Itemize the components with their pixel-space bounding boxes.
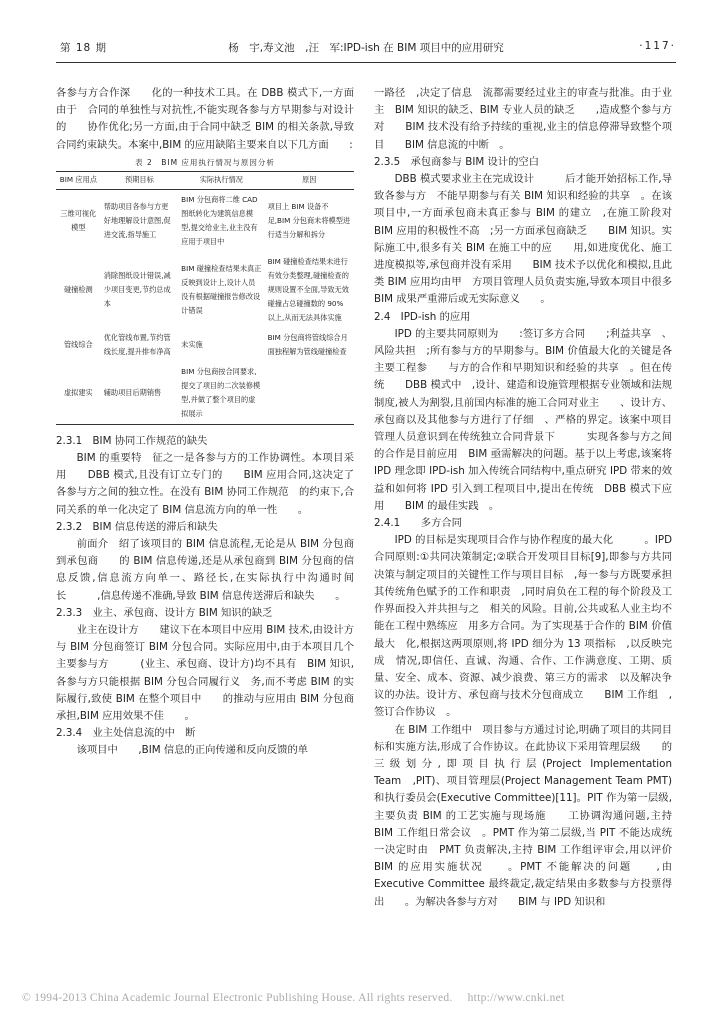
table-cell: 三维可视化模型 (60, 208, 97, 232)
table-row (56, 328, 354, 362)
section-heading: 2.3.3 业主、承包商、设计方 BIM 知识的缺乏 (56, 606, 273, 619)
table-row (56, 362, 354, 425)
left-column (56, 85, 365, 760)
header-rule (56, 62, 676, 63)
body-paragraph: 前面介 绍了该项目的 BIM 信息流程,无论是从 BIM 分包商到承包商 的 BIM 信息传递,还是从承包商到 BIM 分包商的信息反馈,信息流方向单一、路径长,在实际执行中沟通时间长 ,信息传递不准确,导致 BIM 信息传送滞后和缺失 。 (56, 538, 354, 602)
body-paragraph: BIM 的重要特 征之一是各参与方的工作协调性。本项目采用 DBB 模式,且没有订立专门的 BIM 应用合同,这决定了 各参与方之间的独立性。在没有 BIM 协同工作规范 的约束下,合同关系的单一化决定了 BIM 信息流方向的单一性 。 (56, 452, 365, 516)
table-cell (265, 362, 354, 425)
table-cell: 优化管线布置,节约管线长度,提升排布净高 (103, 332, 171, 356)
page-number: ·117· (639, 40, 676, 52)
body-paragraph: 一路径 ,决定了信息 流都需要经过业主的审查与批准。由于业主 BIM 知识的缺乏、BIM 专业人员的缺乏 ,造成整个参与方对 BIM 技术没有给予持续的重视,业主的信息停滞导致整个项目 BIM 信息流的中断 。 (374, 87, 672, 151)
body-paragraph: 业主在设计方 建议下在本项目中应用 BIM 技术,由设计方 与 BIM 分包商签订 BIM 分包合同。实际应用中,由于本项目几个主要参与方 (业主、承包商、设计方)均不具有 BIM 知识,各参与方只能根据 BIM 分包合同履行义 务,而不考虑 BIM 的实际履行,致使 BIM 在整个项目中 的推动与应用由 BIM 分包商承担,BIM 应用效果不佳 。 (56, 624, 365, 723)
table-cell: 辅助项目后期销售 (101, 362, 178, 425)
section-heading: 2.3.2 BIM 信息传送的滞后和缺失 (56, 520, 218, 533)
table-cell: 虚拟建实 (56, 362, 101, 425)
bim-application-table (56, 171, 354, 425)
table-header-cell: 实际执行情况 (178, 171, 264, 189)
table-header-cell: BIM 应用点 (56, 171, 101, 189)
table-header-cell: 原因 (265, 171, 354, 189)
body-paragraph: IPD 的主要共同原则为 :签订多方合同 ;利益共享 、风险共担 ;所有参与方的早期参与。BIM 价值最大化的关键是各主要工程参 与方的合作和早期知识和经验的共享 。但在传统 DBB 模式中 ,设计、建造和设施管理根据专业领域和法规 制度,被人为割裂,且前国内标准的施工合同对业主 、设计方、承包商以及其他参与方进行了仔细 、严格的界定。该案中项目管理人员意识到在传统独立合同背景下 实现各参与方之间的合作是目前应用 BIM 亟需解决的问题。基于以上考虑,该案将 IPD 理念即 IPD-ish 加入传统合同结构中,重点研究 IPD 带来的效益和如何将 IPD 引入到工程项目中,提出在传统 DBB 模式下应用 BIM 的最佳实践 。 (374, 327, 693, 512)
body-paragraph: 在 BIM 工作组中 项目参与方通过讨论,明确了项目的共同目 标和实施方法,形成了合作协议。在此协议下采用管理层级 的三级划分,即项目执行层(Project Implementation Team ,PIT)、项目管理层(Project Management Team PMT)和执行委员会(Executive Committee)[11]。PIT 作为第一层级,主要负责 BIM 的工艺实施与现场施 工协调沟通问题,主持 BIM 工作组日常会议 。PMT 作为第二层级,当 PIT 不能达成统一决定时由 PMT 负责解决,主持 BIM 工作组评审会,用以评价 BIM 的应用实施状况 。PMT 不能解决的问题 ,由 Executive Committee 最终裁定,裁定结果由多数参与方投票得出 。为解决各参与方对 BIM 与 IPD 知识和 (374, 723, 683, 908)
table-cell: BIM 分包商将管线综合月面独程解为管线碰撞检查 (267, 332, 348, 356)
section-heading: 2.3.5 承包商参与 BIM 设计的空白 (374, 155, 539, 168)
table-header-cell: 预期目标 (101, 171, 178, 189)
table-cell: BIM 分包商将二维 CAD 图纸转化为建筑信息模型,提交给业主,业主没有应用于项目中 (181, 194, 258, 246)
issue-number: 第 18 期 (60, 42, 108, 54)
table-header-row (56, 171, 354, 189)
table-cell: BIM 碰撞检查结果未真正反映到设计上,设计人员没有根据碰撞报告修改设计错误 (181, 263, 262, 315)
table-cell: BIM 分包商按合同要求,提交了项目的二次装修模型,并做了整个项目的虚拟展示 (178, 362, 264, 425)
body-paragraph: DBB 模式要求业主在完成设计 后才能开始招标工作,导致各参与方 不能早期参与有关 BIM 知识和经验的共享 。在该项目中,一方面承包商未真正参与 BIM 的建立 ,在施工阶段对 BIM 应用的积极性不高 ;另一方面承包商缺乏 BIM 知识。实际施工中,很多有关 BIM 在施工中的应 用,如进度优化、施工进度模拟等,承包商并没有采用 BIM 技术予以优化和模拟,且此类 BIM 应用均由甲 方项目管理人员负责实施,导致本项目中很多 BIM 成果严重滞后或无实际意义 。 (374, 173, 693, 306)
copyright-footer: © 1994-2013 China Academic Journal Electronic Publishing House. All rights reserved. http://www.cnki.net (22, 992, 565, 1004)
table-cell: 帮助项目各参与方更好地理解设计意图,促进交流,指导施工 (103, 201, 171, 239)
table-cell: BIM 碰撞检查结果未进行有效分类整理,碰撞检查的规则设置不全面,导致无效碰撞占总碰撞数的 90% 以上,从而无法具体实施 (267, 256, 349, 322)
section-heading: 2.3.4 业主处信息流的中 断 (56, 727, 196, 740)
article-title-header: 杨 宇,寿文池 ,汪 军:IPD-ish 在 BIM 项目中的应用研究 (228, 42, 504, 54)
section-heading: 2.4 IPD-ish 的应用 (374, 310, 471, 323)
table-row (56, 252, 354, 328)
table-row (56, 189, 354, 252)
table-cell: 消除图纸设计错误,减少项目变更,节约总成本 (103, 270, 171, 308)
intro-paragraph: 各参与方合作深 化的一种技术工具。在 DBB 模式下,一方面由于 合同的单独性与对抗性,不能实现各参与方早期参与对设计的 协作优化;另一方面,由于合同中缺乏 BIM 的相关条款,导致合同约束缺失。本案中,BIM 的应用缺陷主要来自以下几方面 : (56, 87, 354, 151)
running-header (56, 40, 676, 58)
table-cell: 管线综合 (63, 339, 93, 349)
right-column (374, 85, 693, 911)
section-heading: 2.3.1 BIM 协同工作规范的缺失 (56, 434, 208, 447)
table-cell: 项目上 BIM 设备不足,BIM 分包商未将模型进行适当分解和拆分 (267, 201, 351, 239)
section-heading: 2.4.1 多方合同 (374, 517, 462, 530)
body-paragraph: 该项目中 ,BIM 信息的正向传递和反向反馈的单 (76, 744, 309, 757)
table-caption: 表 2 BIM 应用执行情况与原因分析 (135, 157, 275, 167)
table-cell: 未实施 (181, 339, 203, 349)
body-paragraph: IPD 的目标是实现项目合作与协作程度的最大化 。IPD 合同原则:①共同决策制定;②联合开发项目目标[9],即参与方共同决策与制定项目的关键性工作与项目目标 ,每一参与方既要承担其传统角色赋予的工作和职责 ,同时肩负在工程的每个阶段及工作界面投入并共担与之 相关的风险。目前,公共或私人业主均不能在工程中熟练应 用多方合同。为了实现基于合作的 BIM 价值最大 化,根据这两项原则,将 IPD 细分为 13 项指标 ,以反映完成 情况,即信任、直诚、沟通、合作、工作满意度、工期、质量、安全、成本、资源、减少浪费、第三方的需求 以及解决争议的办法。设计方、承包商与技术分包商成立 BIM 工作组 ,签订合作协议 。 (374, 534, 672, 719)
table-cell: 碰撞检测 (63, 284, 93, 294)
